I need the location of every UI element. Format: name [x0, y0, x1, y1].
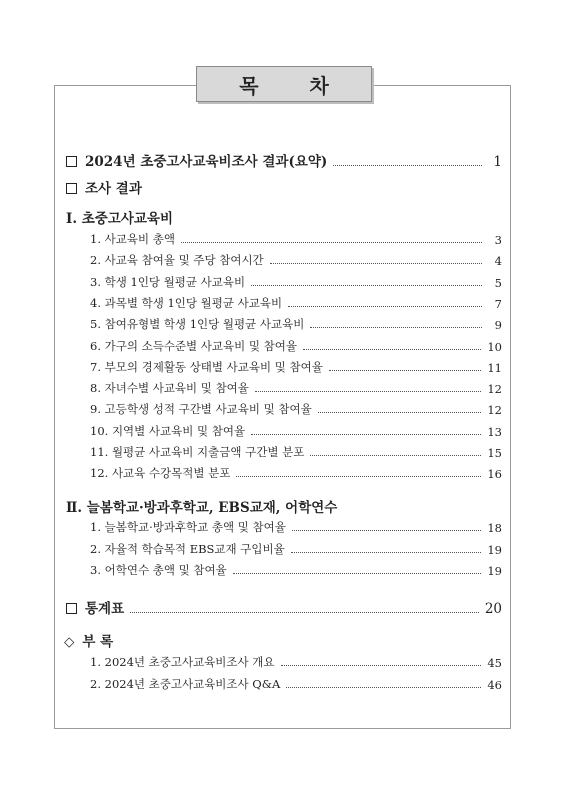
page-number: 12: [487, 382, 502, 397]
dot-leader: [310, 327, 482, 328]
toc-subentry[interactable]: [90, 654, 502, 670]
entry-label: 2024년 초중고사교육비조사 결과(요약): [85, 154, 328, 170]
toc-subentry[interactable]: [90, 231, 502, 247]
entry-label: 8. 자녀수별 사교육비 및 참여율: [90, 381, 249, 396]
page-number: 15: [487, 446, 502, 460]
toc-subentry[interactable]: [90, 401, 502, 417]
entry-label: 10. 지역별 사교육비 및 참여율: [90, 423, 246, 438]
dot-leader: [270, 263, 482, 264]
entry-label: 2. 자율적 학습목적 EBS교재 구입비율: [90, 541, 285, 556]
toc-subentry[interactable]: [90, 338, 502, 354]
dot-leader: [292, 530, 481, 531]
toc-title: 목 차: [196, 66, 372, 102]
toc-subentry[interactable]: [90, 274, 502, 290]
toc-entry-results[interactable]: [66, 177, 142, 197]
toc-subentry[interactable]: [90, 465, 502, 481]
dot-leader: [255, 391, 481, 392]
page-number: 18: [487, 521, 502, 535]
entry-label: 5. 참여유형별 학생 1인당 월평균 사교육비: [90, 317, 305, 332]
toc-subentry[interactable]: [90, 295, 502, 311]
appendix-heading: [64, 630, 113, 650]
entry-label: 11. 월평균 사교육비 지출금액 구간별 분포: [90, 445, 305, 459]
page-number: 4: [494, 254, 502, 269]
toc-subentry[interactable]: [90, 562, 502, 578]
page-number: 12: [487, 403, 502, 418]
entry-label: 12. 사교육 수강목적별 분포: [90, 466, 231, 481]
section-heading-1: Ⅰ. 초중고사교육비: [66, 211, 174, 227]
toc-subentry[interactable]: [90, 252, 502, 268]
dot-leader: [251, 434, 481, 435]
entry-label: 3. 학생 1인당 월평균 사교육비: [90, 274, 246, 289]
entry-label: 4. 과목별 학생 1인당 월평균 사교육비: [90, 295, 283, 310]
dot-leader: [329, 370, 481, 371]
page-number: 10: [487, 339, 502, 354]
appendix-heading-label: 부 록: [82, 634, 114, 650]
checkbox-square-icon: [66, 603, 77, 614]
entry-label: 1. 늘봄학교·방과후학교 총액 및 참여율: [90, 520, 286, 534]
entry-label: 7. 부모의 경제활동 상태별 사교육비 및 참여율: [90, 359, 323, 374]
page-number: 9: [494, 318, 502, 333]
section-heading-2: Ⅱ. 늘봄학교·방과후학교, EBS교재, 어학연수: [66, 500, 338, 516]
dot-leader: [233, 573, 482, 574]
toc-subentry[interactable]: [90, 676, 502, 692]
diamond-icon: ◇: [64, 634, 75, 650]
page-number: 45: [487, 656, 502, 670]
page-number: 16: [487, 467, 502, 482]
entry-label: 3. 어학연수 총액 및 참여율: [90, 563, 227, 577]
page-number: 19: [487, 542, 502, 557]
toc-entry-stats[interactable]: [66, 597, 502, 617]
toc-subentry[interactable]: [90, 519, 502, 535]
dot-leader: [291, 552, 482, 553]
checkbox-square-icon: [66, 156, 77, 167]
entry-label: 6. 가구의 소득수준별 사교육비 및 참여율: [90, 338, 297, 353]
dot-leader: [130, 612, 479, 613]
page-number: 13: [487, 424, 502, 439]
toc-subentry[interactable]: [90, 423, 502, 439]
dot-leader: [310, 455, 481, 456]
entry-label: 1. 사교육비 총액: [90, 232, 175, 246]
dot-leader: [333, 165, 482, 166]
dot-leader: [303, 349, 481, 350]
toc-subentry[interactable]: [90, 541, 502, 557]
page-number: 11: [487, 360, 502, 375]
page-number: 46: [487, 678, 502, 692]
page-number: 19: [487, 564, 502, 578]
checkbox-square-icon: [66, 183, 77, 194]
toc-subentry[interactable]: [90, 359, 502, 375]
dot-leader: [236, 476, 481, 477]
page-number: 1: [493, 154, 502, 170]
toc-subentry[interactable]: [90, 316, 502, 332]
dot-leader: [181, 242, 482, 243]
entry-label: 통계표: [85, 601, 125, 617]
dot-leader: [281, 665, 482, 666]
page-number: 7: [494, 296, 502, 311]
dot-leader: [286, 687, 481, 688]
toc-entry-summary[interactable]: [66, 150, 502, 170]
toc-subentry[interactable]: [90, 444, 502, 460]
entry-label: 조사 결과: [85, 181, 142, 197]
dot-leader: [251, 285, 482, 286]
entry-label: 1. 2024년 초중고사교육비조사 개요: [90, 655, 275, 669]
page-number: 20: [484, 601, 502, 617]
entry-label: 9. 고등학생 성적 구간별 사교육비 및 참여율: [90, 402, 312, 417]
dot-leader: [318, 412, 482, 413]
dot-leader: [288, 306, 482, 307]
page-number: 5: [494, 275, 502, 290]
toc-subentry[interactable]: [90, 380, 502, 396]
page-number: 3: [494, 233, 502, 247]
entry-label: 2. 2024년 초중고사교육비조사 Q&A: [90, 677, 281, 691]
entry-label: 2. 사교육 참여율 및 주당 참여시간: [90, 253, 264, 268]
